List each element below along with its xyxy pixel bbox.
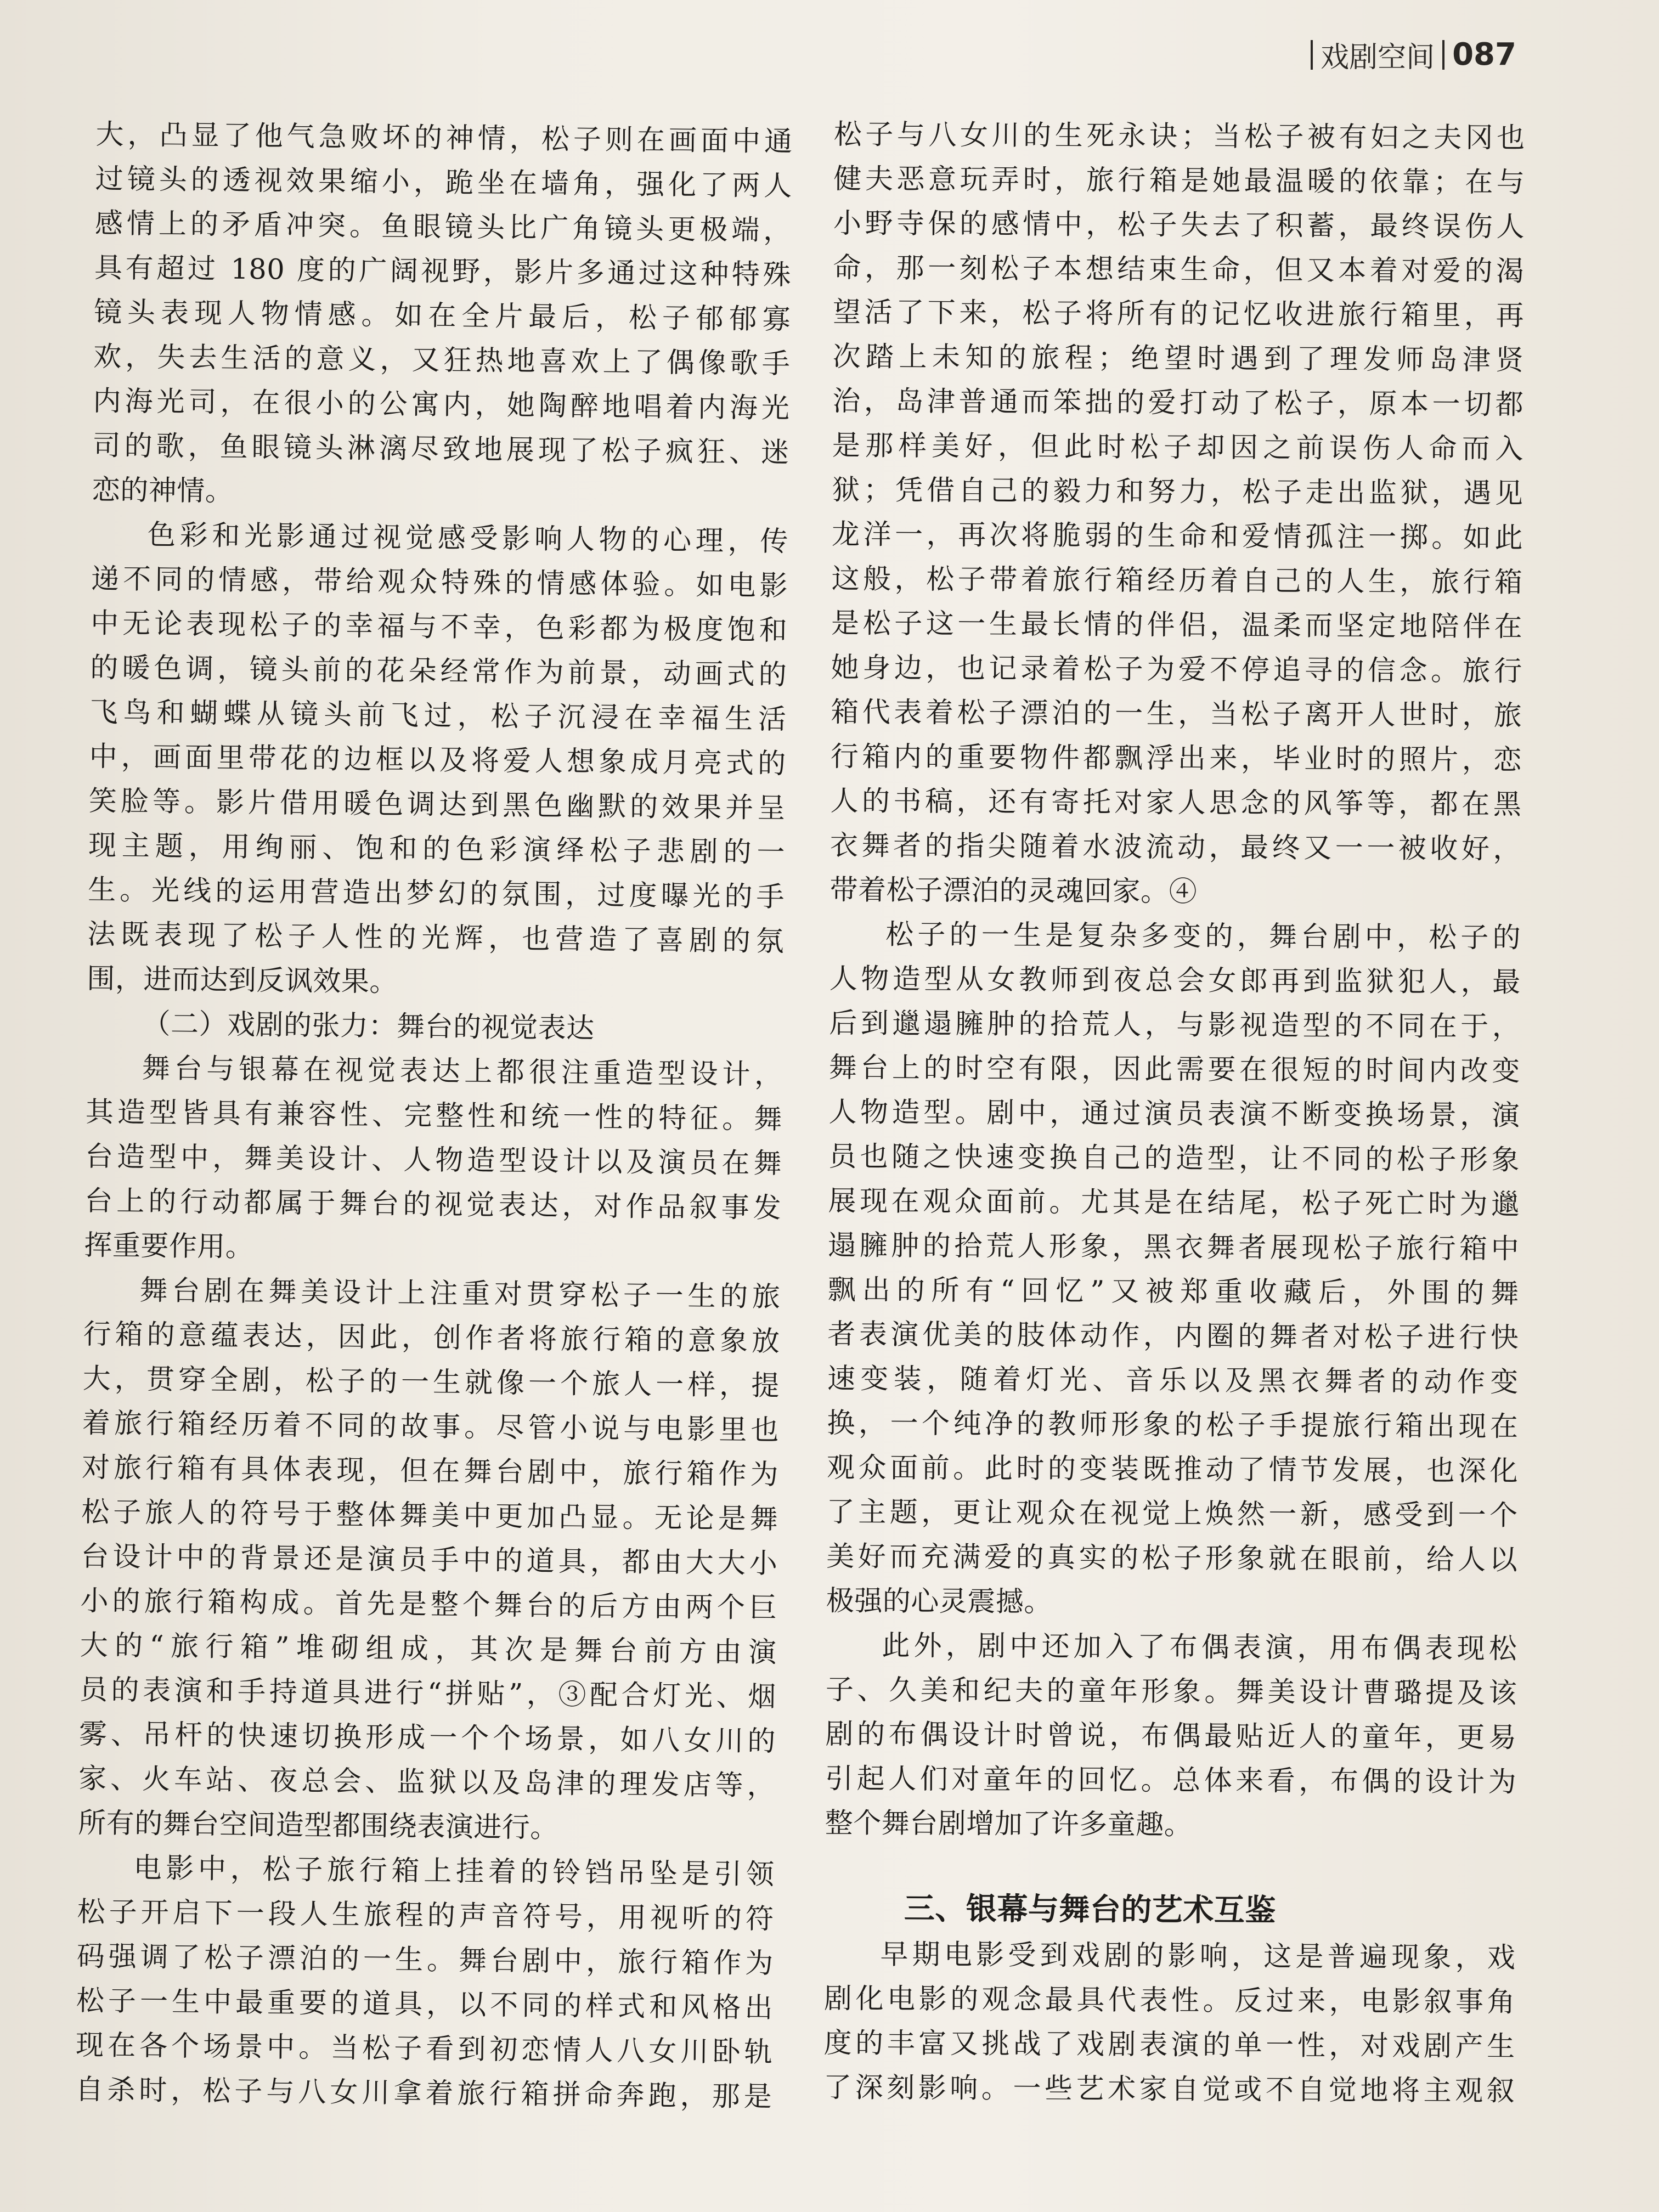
- text-line: 箱代表着松子漂泊的一生，当松子离开人世时，旅: [831, 696, 1522, 732]
- text-line: 度的丰富又挑战了戏剧表演的单一性，对戏剧产生: [823, 2027, 1515, 2063]
- text-line: 松子的一生是复杂多变的，舞台剧中，松子的: [885, 918, 1521, 955]
- text-line: 望活了下来，松子将所有的记忆收进旅行箱里，再: [832, 296, 1525, 332]
- text-line: 台设计中的背景还是演员手中的道具，都由大大小: [81, 1540, 778, 1581]
- text-line: 感情上的矛盾冲突。鱼眼镜头比广角镜头更极端，: [94, 207, 792, 247]
- text-line: 现主题，用绚丽、饱和的色彩演绎松子悲剧的一: [88, 829, 786, 870]
- page-number: 087: [1452, 37, 1516, 72]
- text-line: 大，凸显了他气急败坏的神情，松子则在画面中通: [95, 118, 793, 159]
- text-line: 具有超过 180 度的广阔视野，影片多通过这种特殊: [94, 251, 792, 292]
- text-line: 遢臃肿的拾荒人形象，黑衣舞者展现松子旅行箱中: [828, 1229, 1520, 1266]
- text-line: 治，岛津普通而笨拙的爱打动了松子，原本一切都: [832, 385, 1524, 421]
- text-line: 换，一个纯净的教师形象的松子手提旅行箱出现在: [827, 1407, 1519, 1443]
- text-line: 恋的神情。: [92, 473, 234, 508]
- text-line: 其造型皆具有兼容性、完整性和统一性的特征。舞: [85, 1096, 783, 1136]
- text-line: 者表演优美的肢体动作，内圈的舞者对松子进行快: [827, 1318, 1519, 1355]
- text-line: 挥重要作用。: [84, 1229, 254, 1264]
- header-divider: [1442, 40, 1444, 70]
- text-line: 整个舞台剧增加了许多童趣。: [825, 1807, 1193, 1842]
- text-line: 松子与八女川的生死永诀；当松子被有妇之夫冈也: [833, 118, 1525, 155]
- header-section-title: 戏剧空间: [1321, 41, 1435, 74]
- text-line: 飘出的所有“回忆”又被郑重收藏后，外围的舞: [827, 1273, 1519, 1310]
- text-line: 行箱内的重要物件都飘浮出来，毕业时的照片，恋: [830, 740, 1522, 777]
- text-line: 行箱的意蕴表达，因此，创作者将旅行箱的意象放: [83, 1318, 780, 1358]
- text-line: 现在各个场景中。当松子看到初恋情人八女川卧轨: [75, 2029, 773, 2069]
- text-line: 这般，松子带着旅行箱经历着自己的人生，旅行箱: [831, 562, 1523, 599]
- text-line: 早期电影受到戏剧的影响，这是普遍现象，戏: [880, 1938, 1516, 1974]
- text-line: 速变装，随着灯光、音乐以及黑衣舞者的动作变: [827, 1362, 1519, 1399]
- text-line: 剧的布偶设计时曾说，布偶最贴近人的童年，更易: [825, 1718, 1517, 1754]
- text-line: 大的“旅行箱”堆砌组成，其次是舞台前方由演: [80, 1629, 777, 1669]
- subsection-heading: （二）戏剧的张力：舞台的视觉表达: [142, 1007, 595, 1045]
- text-line: 次踏上未知的旅程；绝望时遇到了理发师岛津贤: [832, 340, 1524, 377]
- header-divider: [1311, 40, 1313, 70]
- text-line: 镜头表现人物情感。如在全片最后，松子郁郁寡: [93, 296, 791, 336]
- text-line: 司的歌，鱼眼镜头淋漓尽致地展现了松子疯狂、迷: [92, 429, 789, 470]
- running-header: [1311, 34, 1516, 75]
- text-line: 雾、吊杆的快速切换形成一个个场景，如八女川的: [78, 1718, 776, 1758]
- text-line: 引起人们对童年的回忆。总体来看，布偶的设计为: [825, 1762, 1517, 1799]
- text-line: 中无论表现松子的幸福与不幸，色彩都为极度饱和: [90, 607, 788, 647]
- text-line: 人物造型。剧中，通过演员表演不断变换场景，演: [828, 1096, 1520, 1132]
- text-line: 观众面前。此时的变装既推动了情节发展，也深化: [826, 1451, 1519, 1488]
- text-line: 自杀时，松子与八女川拿着旅行箱拼命奔跑，那是: [75, 2073, 772, 2114]
- text-line: 了主题，更让观众在视觉上焕然一新，感受到一个: [826, 1496, 1518, 1532]
- text-line: 员的表演和手持道具进行“拼贴”，③配合灯光、烟: [79, 1673, 777, 1714]
- text-line: 台上的行动都属于舞台的视觉表达，对作品叙事发: [84, 1184, 782, 1225]
- text-line: 人物造型从女教师到夜总会女郎再到监狱犯人，最: [829, 962, 1521, 999]
- text-line: 电影中，松子旅行箱上挂着的铃铛吊坠是引领: [133, 1852, 775, 1892]
- text-line: 大，贯穿全剧，松子的一生就像一个旅人一样，提: [82, 1362, 780, 1403]
- text-line: 美好而充满爱的真实的松子形象就在眼前，给人以: [826, 1540, 1518, 1577]
- text-line: 展现在观众面前。尤其是在结尾，松子死亡时为邋: [828, 1184, 1520, 1221]
- text-line: 递不同的情感，带给观众特殊的情感体验。如电影: [91, 562, 788, 603]
- text-line: 飞鸟和蝴蝶从镜头前飞过，松子沉浸在幸福生活: [89, 696, 787, 736]
- text-line: 极强的心灵震撼。: [826, 1584, 1052, 1619]
- text-line: 她身边，也记录着松子为爱不停追寻的信念。旅行: [831, 651, 1522, 688]
- text-line: 家、火车站、夜总会、监狱以及岛津的理发店等，: [78, 1762, 776, 1803]
- text-line: 舞台剧在舞美设计上注重对贯穿松子一生的旅: [139, 1274, 781, 1314]
- text-line: 是松子这一生最长情的伴侣，温柔而坚定地陪伴在: [831, 607, 1523, 644]
- text-line: 松子旅人的符号于整体舞美中更加凸显。无论是舞: [81, 1496, 778, 1536]
- text-line: 的暖色调，镜头前的花朵经常作为前景，动画式的: [90, 651, 787, 692]
- text-line: 台造型中，舞美设计、人物造型设计以及演员在舞: [84, 1140, 782, 1181]
- text-line: 舞台与银幕在视觉表达上都很注重造型设计，: [142, 1052, 783, 1092]
- text-line: 中，画面里带花的边框以及将爱人想象成月亮式的: [89, 740, 786, 781]
- text-line: 生。光线的运用营造出梦幻的氛围，过度曝光的手: [87, 873, 785, 914]
- text-line: 内海光司，在很小的公寓内，她陶醉地唱着内海光: [93, 385, 790, 425]
- text-line: 松子一生中最重要的道具，以不同的样式和风格出: [76, 1984, 774, 2025]
- text-line: 法既表现了松子人性的光辉，也营造了喜剧的氛: [87, 918, 785, 958]
- text-line: 色彩和光影通过视觉感受影响人物的心理，传: [147, 519, 789, 558]
- text-line: 此外，剧中还加入了布偶表演，用布偶表现松: [882, 1629, 1517, 1666]
- text-line: 围，进而达到反讽效果。: [87, 962, 398, 998]
- text-line: 了深刻影响。一些艺术家自觉或不自觉地将主观叙: [823, 2071, 1515, 2108]
- text-line: 人的书稿，还有寄托对家人思念的风筝等，都在黑: [830, 785, 1522, 821]
- text-line: 过镜头的透视效果缩小，跪坐在墙角，强化了两人: [95, 162, 792, 203]
- text-line: 笑脸等。影片借用暖色调达到黑色幽默的效果并呈: [88, 785, 786, 825]
- text-line: 衣舞者的指尖随着水波流动，最终又一一被收好，: [830, 829, 1522, 866]
- text-line: 龙洋一，再次将脆弱的生命和爱情孤注一掷。如此: [831, 518, 1523, 555]
- section-heading: 三、银幕与舞台的艺术互鉴: [904, 1891, 1277, 1929]
- text-line: 员也随之快速变换自己的造型，让不同的松子形象: [828, 1140, 1520, 1177]
- text-line: 欢，失去生活的意义，又狂热地喜欢上了偶像歌手: [93, 340, 791, 381]
- text-line: 码强调了松子漂泊的一生。舞台剧中，旅行箱作为: [76, 1940, 774, 1980]
- text-line: 是那样美好，但此时松子却因之前误伤人命而入: [832, 429, 1523, 466]
- text-line: 小的旅行箱构成。首先是整个舞台的后方由两个巨: [80, 1584, 777, 1625]
- text-line: 着旅行箱经历着不同的故事。尽管小说与电影里也: [82, 1407, 780, 1447]
- text-line: 狱；凭借自己的毅力和努力，松子走出监狱，遇见: [832, 473, 1523, 510]
- text-line: 小野寺保的感情中，松子失去了积蓄，最终误伤人: [833, 207, 1525, 244]
- text-line: 对旅行箱有具体表现，但在舞台剧中，旅行箱作为: [81, 1451, 779, 1492]
- text-line: 所有的舞台空间造型都围绕表演进行。: [78, 1807, 559, 1844]
- text-line: 松子开启下一段人生旅程的声音符号，用视听的符: [77, 1895, 774, 1936]
- left-column: [75, 112, 793, 2119]
- text-line: 剧化电影的观念最具代表性。反过来，电影叙事角: [823, 1982, 1516, 2019]
- text-line: 子、久美和纪夫的童年形象。舞美设计曹璐提及该: [825, 1673, 1517, 1710]
- text-line: 健夫恶意玩弄时，旅行箱是她最温暖的依靠；在与: [833, 162, 1525, 199]
- text-line: 命，那一刻松子本想结束生命，但又本着对爱的渴: [833, 251, 1525, 288]
- text-line: 后到邋遢臃肿的拾荒人，与影视造型的不同在于，: [829, 1007, 1521, 1043]
- right-column: [823, 112, 1525, 2114]
- text-line: 带着松子漂泊的灵魂回家。④: [830, 873, 1198, 909]
- text-line: 舞台上的时空有限，因此需要在很短的时间内改变: [828, 1051, 1521, 1088]
